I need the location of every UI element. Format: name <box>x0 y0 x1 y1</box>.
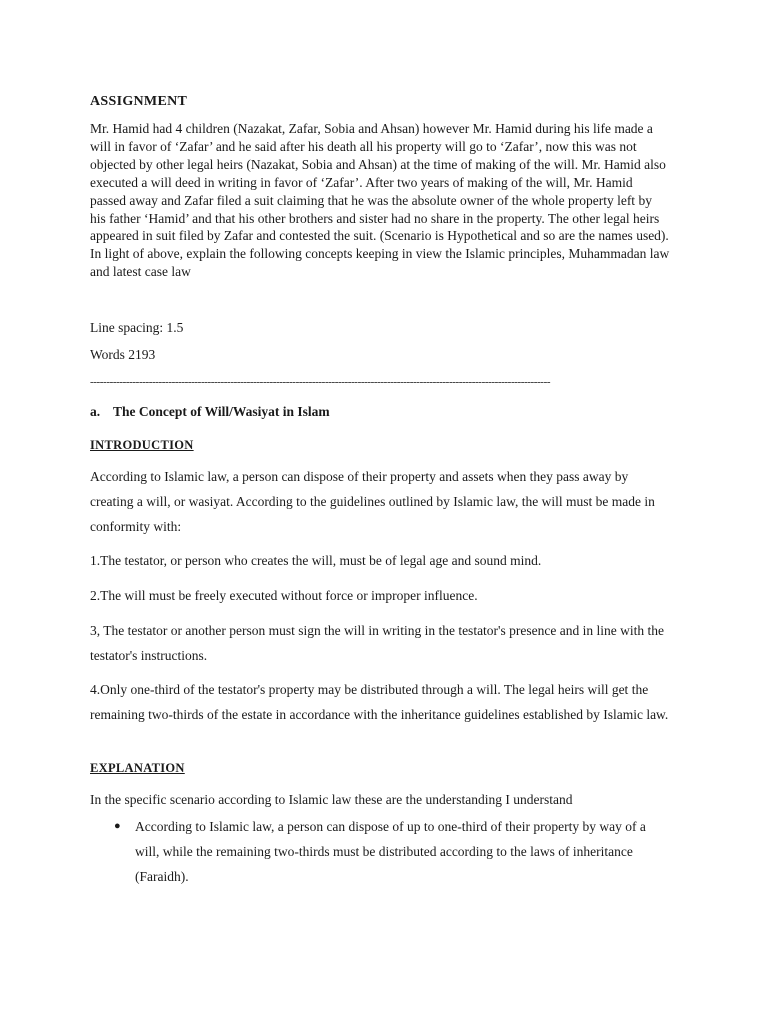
explanation-paragraph: In the specific scenario according to Islamic law these are the understanding I understand <box>90 792 573 807</box>
introduction-paragraph: According to Islamic law, a person can dispose of their property and assets when they pass away by creating a will, or wasiyat. According to the guidelines outlined by Islamic law, the will must be made in conformity with: <box>90 469 655 534</box>
bullet-icon: ● <box>114 820 121 832</box>
section-title-text: The Concept of Will/Wasiyat in Islam <box>113 404 330 419</box>
condition-item: 3, The testator or another person must sign the will in writing in the testator's presence and in line with the testator's instructions. <box>90 623 664 663</box>
dashed-divider: --------------------------------------------------------------------------------------------------------------------------------------------- <box>90 376 551 388</box>
line-spacing-note: Line spacing: 1.5 <box>90 320 184 335</box>
condition-item: 1.The testator, or person who creates the will, must be of legal age and sound mind. <box>90 553 542 568</box>
section-marker: a. <box>90 404 101 419</box>
condition-item: 4.Only one-third of the testator's property may be distributed through a will. The legal heirs will get the remaining two-thirds of the estate in accordance with the inheritance guidelines established by Islamic law. <box>90 682 669 722</box>
explanation-heading: EXPLANATION <box>90 761 185 775</box>
condition-item: 2.The will must be freely executed without force or improper influence. <box>90 588 478 603</box>
assignment-heading: ASSIGNMENT <box>90 94 188 109</box>
section-heading <box>90 404 330 420</box>
bullet-text: According to Islamic law, a person can dispose of up to one-third of their property by way of a will, while the remaining two-thirds must be distributed according to the laws of inheritance (Faraidh). <box>135 819 646 884</box>
word-count-note: Words 2193 <box>90 347 156 362</box>
scenario-paragraph: Mr. Hamid had 4 children (Nazakat, Zafar, Sobia and Ahsan) however Mr. Hamid during his life made a will in favor of ‘Zafar’ and he said after his death all his property will go to ‘Zafar’, now this was not objected by other legal heirs (Nazakat, Sobia and Ahsan) at the time of making of the will. Mr. Hamid also executed a will deed in writing in favor of ‘Zafar’. After two years of making of the will, Mr. Hamid passed away and Zafar filed a suit claiming that he was the absolute owner of the whole property left by his father ‘Hamid’ and that his other brothers and sister had no share in the property. The other legal heirs appeared in suit filed by Zafar and contested the suit. (Scenario is Hypothetical and so are the names used). In light of above, explain the following concepts keeping in view the Islamic principles, Muhammadan law and latest case law <box>90 121 670 280</box>
introduction-heading: INTRODUCTION <box>90 438 194 452</box>
